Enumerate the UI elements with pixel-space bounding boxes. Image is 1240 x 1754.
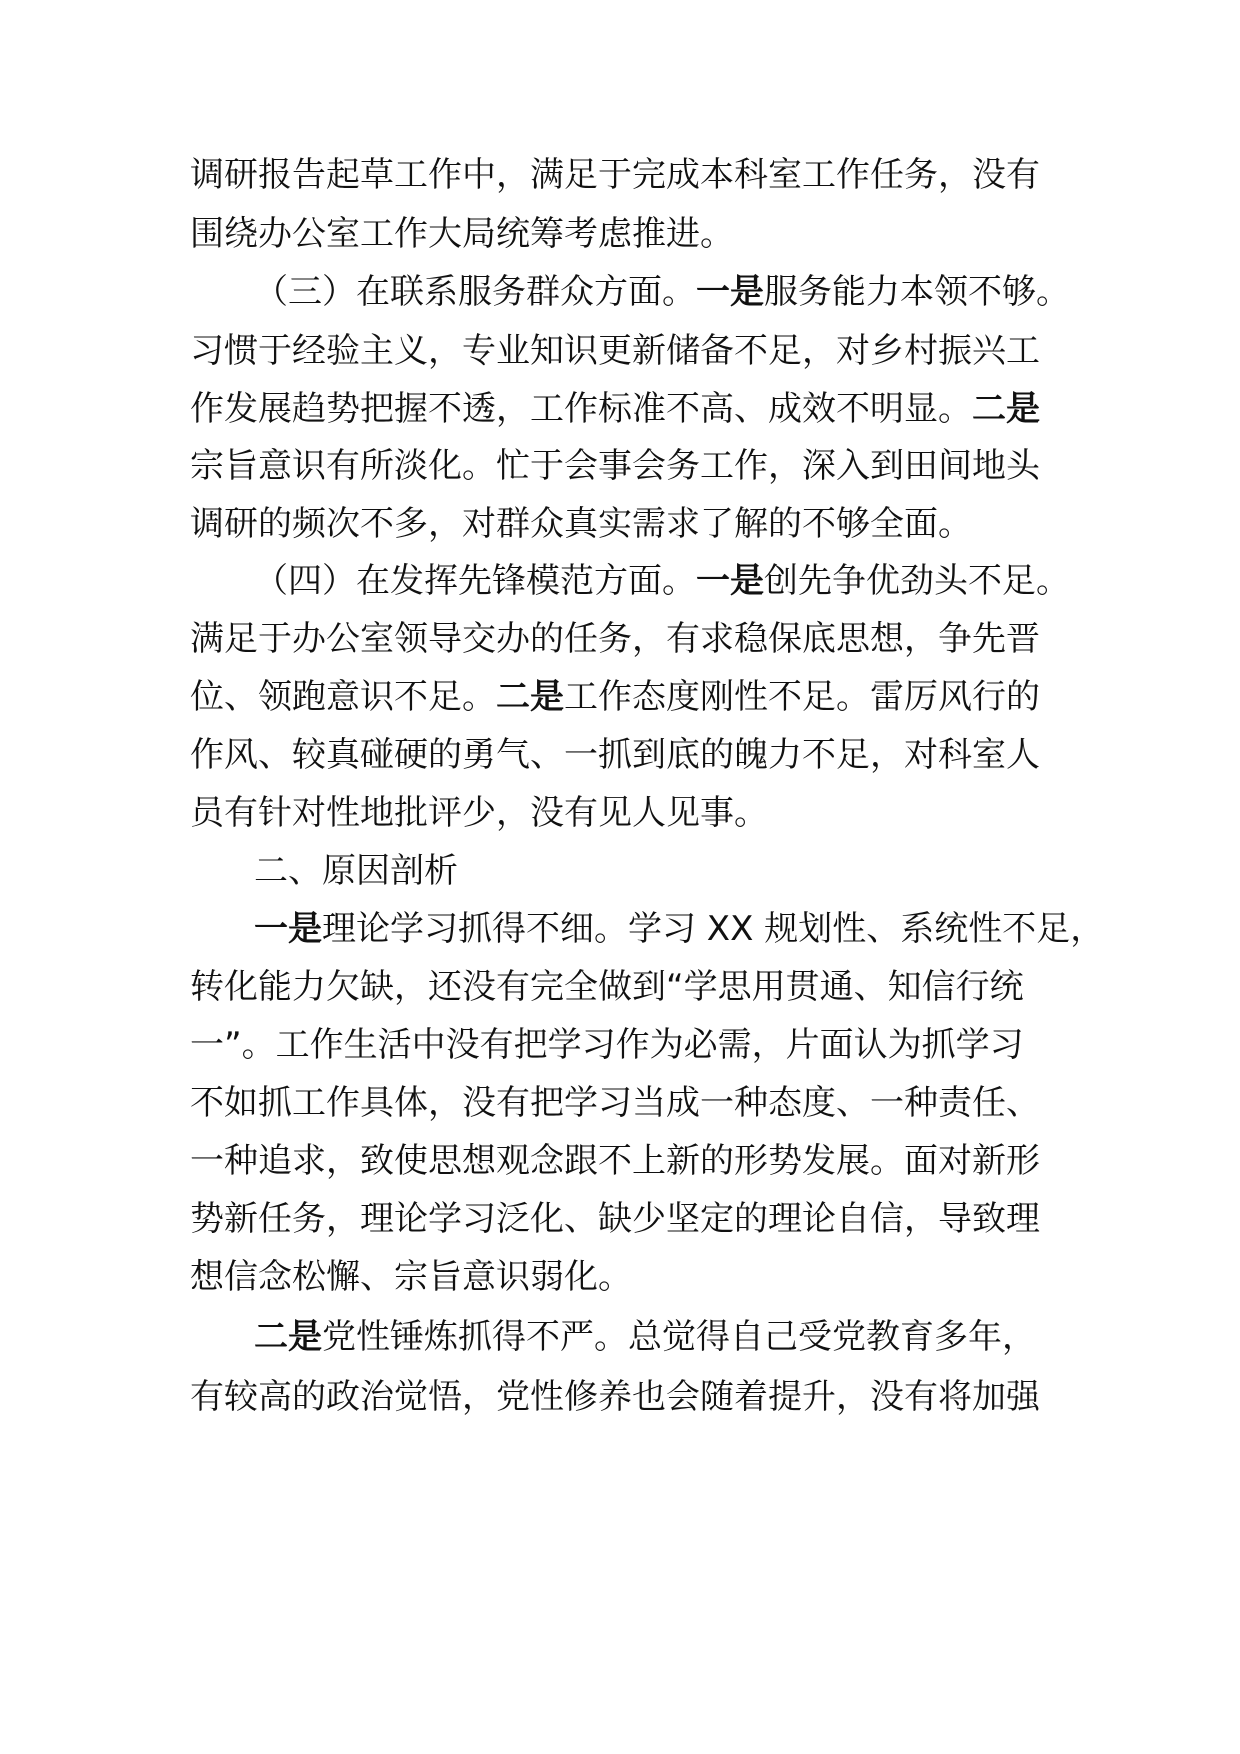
text-line <box>190 441 1040 491</box>
section-heading-4: （四）在发挥先锋模范方面。 <box>254 561 696 601</box>
text-run: 围绕办公室工作大局统筹考虑推进。 <box>190 214 734 254</box>
text-line <box>190 1020 1024 1070</box>
text-run: 位、领跑意识不足。 <box>190 677 496 717</box>
text-line <box>254 267 1070 317</box>
text-line <box>190 1252 632 1302</box>
text-run: 工作态度刚性不足。雷厉风行的 <box>564 677 1040 717</box>
text-line <box>190 1078 1040 1128</box>
text-run: 习惯于经验主义，专业知识更新储备不足，对乡村振兴工 <box>190 331 1040 371</box>
chapter-heading: 二、原因剖析 <box>254 851 458 891</box>
bold-marker: 一是 <box>254 909 322 949</box>
bold-marker: 二是 <box>496 677 564 717</box>
text-line <box>254 556 1070 606</box>
text-line <box>254 1312 1036 1362</box>
text-line <box>190 788 768 838</box>
text-line <box>190 614 1040 664</box>
bold-marker: 二是 <box>254 1317 322 1357</box>
text-run: 作风、较真碰硬的勇气、一抓到底的魄力不足，对科室人 <box>190 735 1040 775</box>
text-run: 调研的频次不多，对群众真实需求了解的不够全面。 <box>190 504 972 544</box>
text-run: 调研报告起草工作中，满足于完成本科室工作任务，没有 <box>190 155 1040 195</box>
text-line <box>190 1372 1040 1422</box>
text-line <box>190 1194 1040 1244</box>
text-line <box>190 672 1040 722</box>
text-run: 服务能力本领不够。 <box>764 272 1070 312</box>
text-line <box>190 326 1040 376</box>
text-run: 党性锤炼抓得不严。总觉得自己受党教育多年， <box>322 1317 1036 1357</box>
text-run: 转化能力欠缺，还没有完全做到“学思用贯通、知信行统 <box>190 967 1024 1007</box>
bold-marker: 二是 <box>972 389 1040 429</box>
text-run: 势新任务，理论学习泛化、缺少坚定的理论自信，导致理 <box>190 1199 1040 1239</box>
text-line <box>190 499 972 549</box>
text-run: 员有针对性地批评少，没有见人见事。 <box>190 793 768 833</box>
text-run: 有较高的政治觉悟，党性修养也会随着提升，没有将加强 <box>190 1377 1040 1417</box>
text-run: 满足于办公室领导交办的任务，有求稳保底思想，争先晋 <box>190 619 1040 659</box>
text-run: 一种追求，致使思想观念跟不上新的形势发展。面对新形 <box>190 1141 1040 1181</box>
text-run: 创先争优劲头不足。 <box>764 561 1070 601</box>
section-heading-3: （三）在联系服务群众方面。 <box>254 272 696 312</box>
text-run: 作发展趋势把握不透，工作标准不高、成效不明显。 <box>190 389 972 429</box>
text-line <box>190 1136 1040 1186</box>
text-line <box>190 962 1024 1012</box>
text-run: 不如抓工作具体，没有把学习当成一种态度、一种责任、 <box>190 1083 1040 1123</box>
text-line <box>190 209 734 259</box>
text-line <box>190 384 1040 434</box>
text-line <box>190 150 1040 200</box>
text-run: 理论学习抓得不细。学习 XX 规划性、系统性不足， <box>322 909 1105 949</box>
text-line <box>254 904 1104 954</box>
text-run: 想信念松懈、宗旨意识弱化。 <box>190 1257 632 1297</box>
text-line <box>190 730 1040 780</box>
text-run: 一”。工作生活中没有把学习作为必需，片面认为抓学习 <box>190 1025 1024 1065</box>
bold-marker: 一是 <box>696 561 764 601</box>
text-line <box>254 846 458 896</box>
bold-marker: 一是 <box>696 272 764 312</box>
text-run: 宗旨意识有所淡化。忙于会事会务工作，深入到田间地头 <box>190 446 1040 486</box>
